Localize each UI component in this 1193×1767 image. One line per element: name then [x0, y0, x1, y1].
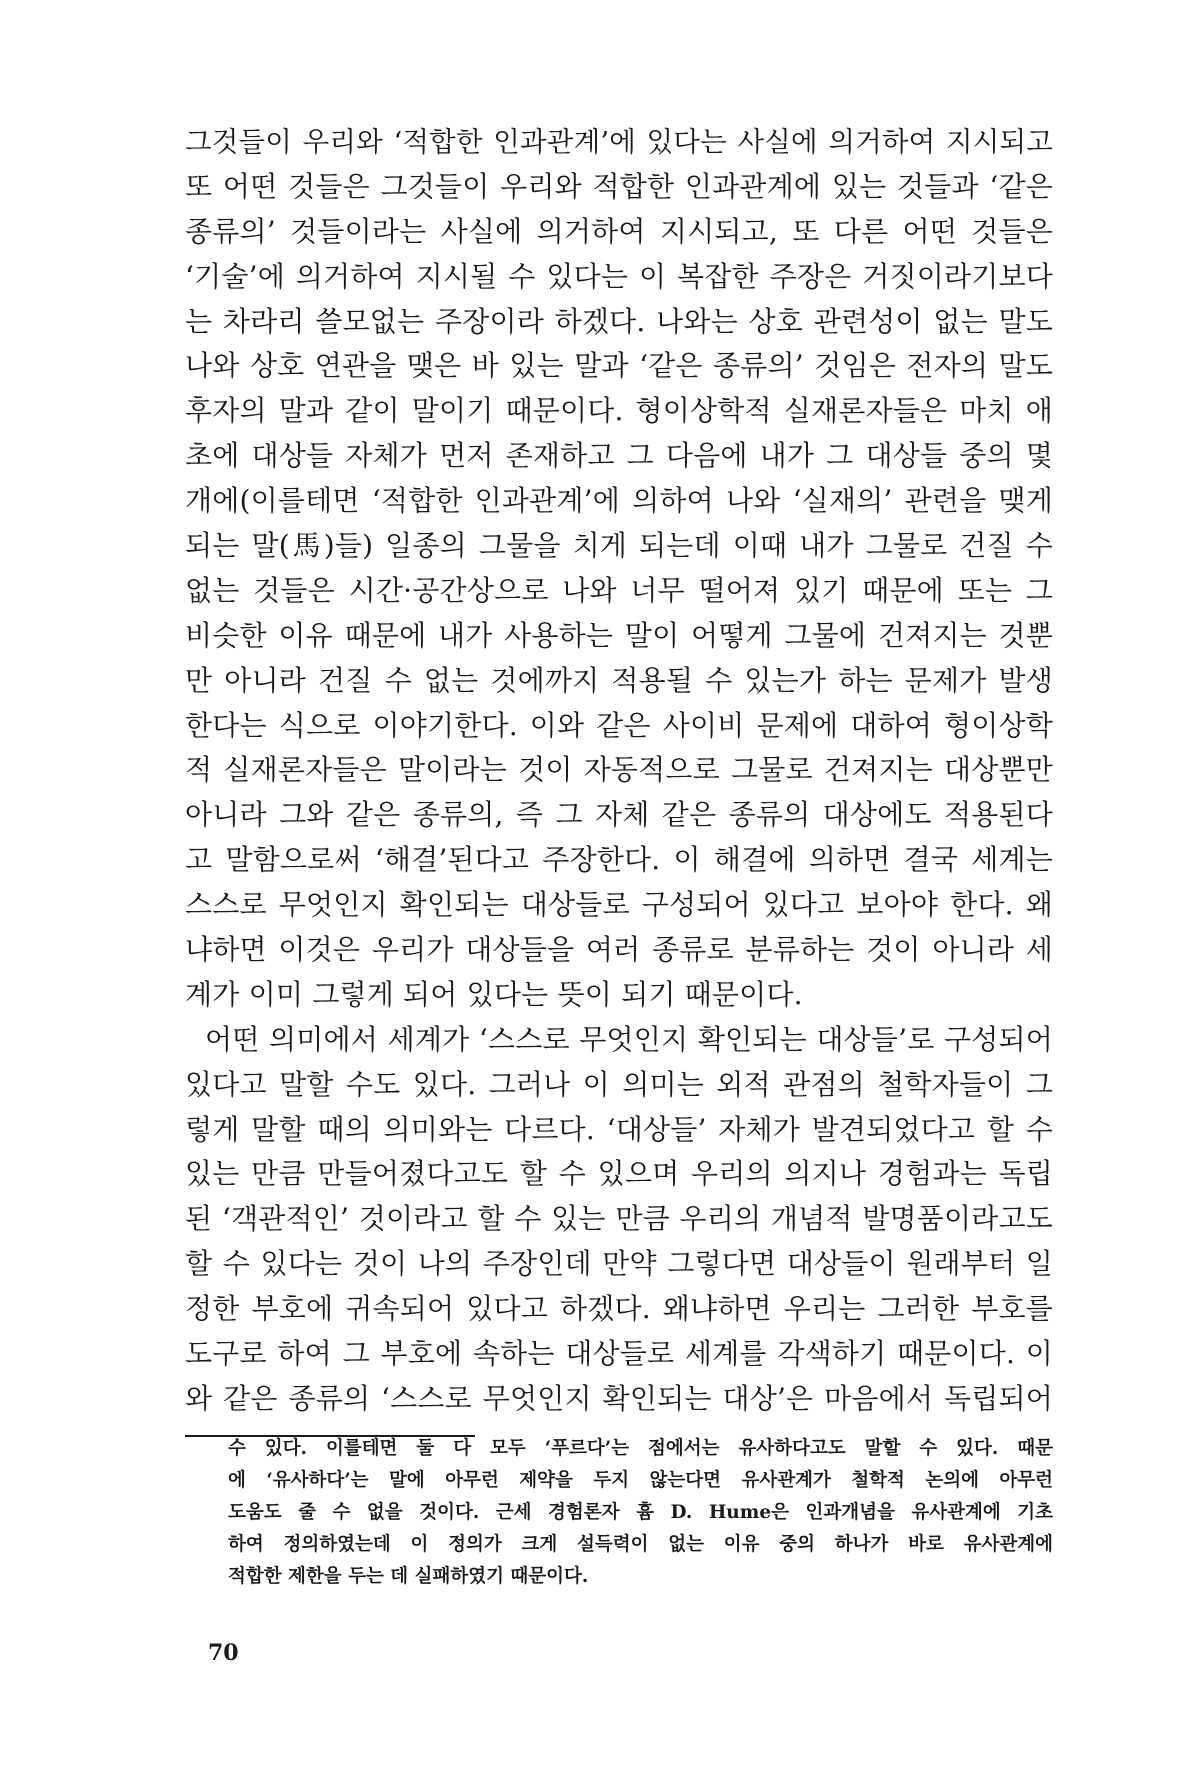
body-line: 있다고 말할 수도 있다. 그러나 이 의미는 외적 관점의 철학자들이 그 — [185, 1067, 1053, 1101]
body-line: 그것들이 우리와 ‘적합한 인과관계’에 있다는 사실에 의거하여 지시되고 — [185, 126, 1053, 158]
body-line: 적 실재론자들은 말이라는 것이 자동적으로 그물로 건져지는 대상뿐만 — [185, 753, 1053, 787]
body-line: 없는 것들은 시간·공간상으로 나와 너무 떨어져 있기 때문에 또는 그 — [185, 573, 1053, 607]
footnote-line: 에 ‘유사하다’는 말에 아무런 제약을 두지 않는다면 유사관계가 철학적 논의에 아무런 — [228, 1470, 1053, 1491]
body-line: 만 아니라 건질 수 없는 것에까지 적용될 수 있는가 하는 문제가 발생 — [185, 663, 1053, 697]
body-line: 아니라 그와 같은 종류의, 즉 그 자체 같은 종류의 대상에도 적용된다 — [185, 798, 1053, 832]
body-line: 냐하면 이것은 우리가 대상들을 여러 종류로 분류하는 것이 아니라 세 — [185, 933, 1053, 967]
body-line-paragraph-end: 계가 이미 그렇게 되어 있다는 뜻이 되기 때문이다. — [185, 977, 803, 1011]
footnote-line: 수 있다. 이를테면 둘 다 모두 ‘푸르다’는 점에서는 유사하다고도 말할 수 있다. 때문 — [228, 1438, 1053, 1459]
body-line: 되는 말(馬)들) 일종의 그물을 치게 되는데 이때 내가 그물로 건질 수 — [185, 529, 1053, 563]
body-line: 종류의’ 것들이라는 사실에 의거하여 지시되고, 또 다른 어떤 것들은 — [185, 214, 1053, 248]
body-line: 있는 만큼 만들어졌다고도 할 수 있으며 우리의 의지나 경험과는 독립 — [185, 1157, 1053, 1191]
body-line: 고 말함으로써 ‘해결’된다고 주장한다. 이 해결에 의하면 결국 세계는 — [185, 843, 1053, 877]
body-line: 나와 상호 연관을 맺은 바 있는 말과 ‘같은 종류의’ 것임은 전자의 말도 — [185, 349, 1053, 383]
footnote-line: 하여 정의하였는데 이 정의가 크게 설득력이 없는 이유 중의 하나가 바로 유사관계에 — [228, 1534, 1053, 1555]
body-line: 와 같은 종류의 ‘스스로 무엇인지 확인되는 대상’은 마음에서 독립되어 — [185, 1381, 1053, 1415]
main-text-block — [185, 120, 1053, 1422]
body-line: 초에 대상들 자체가 먼저 존재하고 그 다음에 내가 그 대상들 중의 몇 — [185, 439, 1053, 473]
body-line: 후자의 말과 같이 말이기 때문이다. 형이상학적 실재론자들은 마치 애 — [185, 394, 1053, 428]
body-line: 도구로 하여 그 부호에 속하는 대상들로 세계를 각색하기 때문이다. 이 — [185, 1337, 1053, 1371]
footnote-line: 도움도 줄 수 없을 것이다. 근세 경험론자 흄 D. Hume은 인과개념을 유사관계에 기초 — [228, 1502, 1053, 1523]
body-line: 스스로 무엇인지 확인되는 대상들로 구성되어 있다고 보아야 한다. 왜 — [185, 888, 1053, 922]
body-line: ‘기술’에 의거하여 지시될 수 있다는 이 복잡한 주장은 거짓이라기보다 — [185, 259, 1053, 293]
body-line: 는 차라리 쓸모없는 주장이라 하겠다. 나와는 상호 관련성이 없는 말도 — [185, 304, 1053, 338]
body-line: 또 어떤 것들은 그것들이 우리와 적합한 인과관계에 있는 것들과 ‘같은 — [185, 169, 1053, 203]
body-line: 할 수 있다는 것이 나의 주장인데 만약 그렇다면 대상들이 원래부터 일 — [185, 1247, 1053, 1281]
body-line: 된 ‘객관적인’ 것이라고 할 수 있는 만큼 우리의 개념적 발명품이라고도 — [185, 1202, 1053, 1236]
body-line: 개에(이를테면 ‘적합한 인과관계’에 의하여 나와 ‘실재의’ 관련을 맺게 — [185, 484, 1053, 518]
page-number: 70 — [208, 1640, 239, 1666]
footnote-line: 적합한 제한을 두는 데 실패하였기 때문이다. — [228, 1566, 589, 1587]
body-line-paragraph-start: 어떤 의미에서 세계가 ‘스스로 무엇인지 확인되는 대상들’로 구성되어 — [205, 1022, 1053, 1056]
body-line: 한다는 식으로 이야기한다. 이와 같은 사이비 문제에 대하여 형이상학 — [185, 708, 1053, 742]
body-line: 정한 부호에 귀속되어 있다고 하겠다. 왜냐하면 우리는 그러한 부호를 — [185, 1292, 1053, 1326]
footnote-block — [228, 1433, 1053, 1593]
body-line: 렇게 말할 때의 의미와는 다르다. ‘대상들’ 자체가 발견되었다고 할 수 — [185, 1112, 1053, 1146]
body-line: 비슷한 이유 때문에 내가 사용하는 말이 어떻게 그물에 건져지는 것뿐 — [185, 618, 1053, 652]
